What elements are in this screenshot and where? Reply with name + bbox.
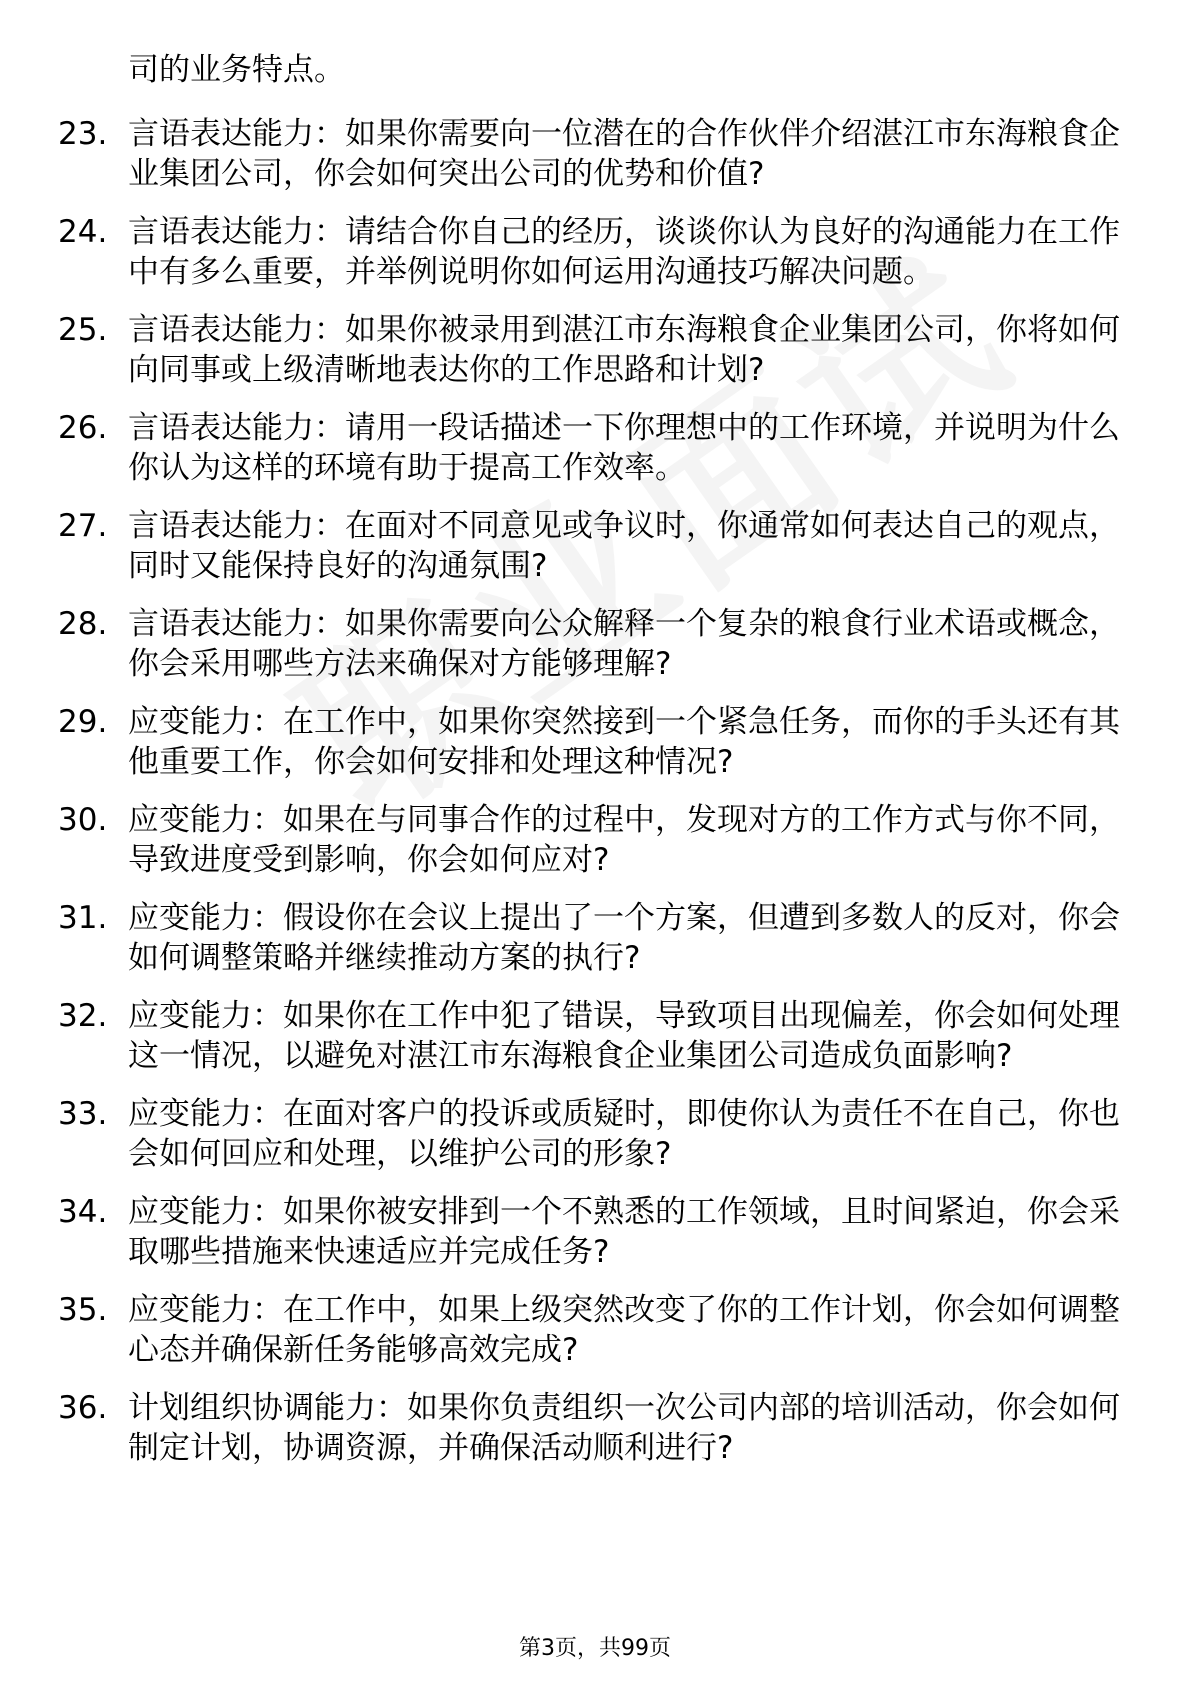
question-number: 23. <box>58 116 108 152</box>
question-text: 言语表达能力：如果你被录用到湛江市东海粮食企业集团公司，你将如何向同事或上级清晰地表达你的工作思路和计划? <box>128 312 1120 388</box>
question-item <box>58 702 1128 782</box>
question-item <box>58 1290 1128 1370</box>
question-item <box>58 408 1128 488</box>
question-text: 应变能力：如果在与同事合作的过程中，发现对方的工作方式与你不同，导致进度受到影响，你会如何应对? <box>128 802 1120 878</box>
question-item <box>58 114 1128 194</box>
question-number: 24. <box>58 214 108 250</box>
question-text: 应变能力：在工作中，如果上级突然改变了你的工作计划，你会如何调整心态并确保新任务能够高效完成? <box>128 1292 1120 1368</box>
question-text: 言语表达能力：如果你需要向一位潜在的合作伙伴介绍湛江市东海粮食企业集团公司，你会如何突出公司的优势和价值? <box>128 116 1120 192</box>
question-number: 34. <box>58 1194 108 1230</box>
question-item <box>58 1094 1128 1174</box>
question-number: 30. <box>58 802 108 838</box>
question-number: 36. <box>58 1390 108 1426</box>
question-number: 29. <box>58 704 108 740</box>
question-number: 32. <box>58 998 108 1034</box>
question-text: 应变能力：如果你被安排到一个不熟悉的工作领域，且时间紧迫，你会采取哪些措施来快速适应并完成任务? <box>128 1194 1120 1270</box>
question-item <box>58 1388 1128 1468</box>
question-item <box>58 898 1128 978</box>
page-footer: 第3页，共99页 <box>519 1636 671 1661</box>
question-item <box>58 604 1128 684</box>
question-number: 31. <box>58 900 108 936</box>
continuation-text: 司的业务特点。 <box>128 52 345 88</box>
question-number: 35. <box>58 1292 108 1328</box>
question-text: 计划组织协调能力：如果你负责组织一次公司内部的培训活动，你会如何制定计划，协调资源，并确保活动顺利进行? <box>128 1390 1120 1466</box>
question-item <box>58 212 1128 292</box>
question-list <box>58 114 1128 1486</box>
question-text: 应变能力：在工作中，如果你突然接到一个紧急任务，而你的手头还有其他重要工作，你会如何安排和处理这种情况? <box>128 704 1120 780</box>
question-text: 应变能力：在面对客户的投诉或质疑时，即使你认为责任不在自己，你也会如何回应和处理，以维护公司的形象? <box>128 1096 1120 1172</box>
question-text: 应变能力：如果你在工作中犯了错误，导致项目出现偏差，你会如何处理这一情况，以避免对湛江市东海粮食企业集团公司造成负面影响? <box>128 998 1120 1074</box>
question-text: 言语表达能力：请结合你自己的经历，谈谈你认为良好的沟通能力在工作中有多么重要，并举例说明你如何运用沟通技巧解决问题。 <box>128 214 1120 290</box>
question-item <box>58 800 1128 880</box>
question-number: 28. <box>58 606 108 642</box>
question-number: 33. <box>58 1096 108 1132</box>
question-number: 25. <box>58 312 108 348</box>
question-item <box>58 506 1128 586</box>
question-text: 应变能力：假设你在会议上提出了一个方案，但遭到多数人的反对，你会如何调整策略并继续推动方案的执行? <box>128 900 1120 976</box>
question-item <box>58 1192 1128 1272</box>
question-text: 言语表达能力：在面对不同意见或争议时，你通常如何表达自己的观点，同时又能保持良好的沟通氛围? <box>128 508 1120 584</box>
question-text: 言语表达能力：请用一段话描述一下你理想中的工作环境，并说明为什么你认为这样的环境有助于提高工作效率。 <box>128 410 1120 486</box>
question-item <box>58 996 1128 1076</box>
question-item <box>58 310 1128 390</box>
question-number: 27. <box>58 508 108 544</box>
question-number: 26. <box>58 410 108 446</box>
question-text: 言语表达能力：如果你需要向公众解释一个复杂的粮食行业术语或概念，你会采用哪些方法来确保对方能够理解? <box>128 606 1120 682</box>
